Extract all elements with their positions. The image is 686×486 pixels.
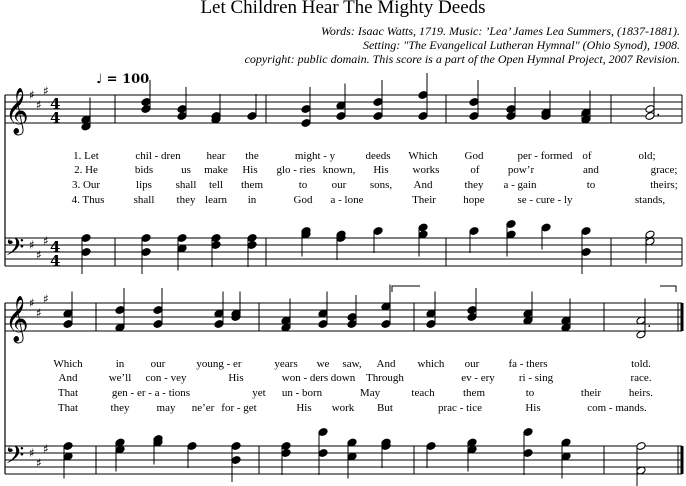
lyric-syllable: 4. Thus	[71, 194, 105, 206]
lyric-syllable: might - y	[294, 150, 336, 162]
lyric-syllable: May	[359, 387, 381, 399]
volta-bracket	[660, 286, 676, 292]
accidental-sharp: ♯	[580, 110, 586, 123]
dot: .	[656, 103, 661, 120]
key-signature-sharp: ♯	[36, 456, 42, 470]
lyric-syllable: won - ders	[281, 372, 329, 384]
lyric-syllable: And	[376, 358, 396, 370]
bass-clef: 𝄢	[5, 441, 25, 476]
lyric-syllable: to	[586, 179, 596, 191]
lyric-syllable: un - born	[281, 387, 323, 399]
lyric-syllable: known,	[322, 164, 356, 176]
lyric-syllable: in	[247, 194, 257, 206]
lyric-syllable: the	[245, 150, 259, 162]
lyric-syllable: His	[242, 164, 258, 176]
lyric-syllable: may	[156, 402, 176, 414]
time-signature: 4	[50, 109, 61, 127]
lyric-syllable: 1. Let	[73, 150, 99, 162]
lyric-syllable: them	[241, 179, 263, 191]
lyric-syllable: told.	[631, 358, 651, 370]
time-signature: 4	[50, 95, 61, 113]
key-signature-sharp: ♯	[43, 234, 49, 248]
lyric-syllable: bids	[134, 164, 154, 176]
lyric-syllable: we	[316, 358, 330, 370]
lyric-syllable: heirs.	[628, 387, 654, 399]
lyric-syllable: sons,	[369, 179, 393, 191]
lyric-syllable: prac - tice	[438, 402, 482, 414]
volta-bracket	[392, 286, 420, 292]
lyric-syllable: His	[373, 164, 389, 176]
treble-clef: 𝄞	[5, 296, 29, 342]
key-signature-sharp: ♯	[36, 306, 42, 320]
lyric-syllable: of	[470, 164, 480, 176]
lyric-syllable: grace;	[650, 164, 678, 176]
lyric-syllable: teach	[411, 387, 435, 399]
lyric-syllable: learn	[205, 194, 227, 206]
lyric-syllable: yet	[252, 387, 266, 399]
lyric-syllable: Which	[408, 150, 438, 162]
lyric-syllable: hope	[463, 194, 485, 206]
credit-copyright: copyright: public domain. This score is a part of the Open Hymnal Project, 2007 Revision.	[244, 52, 680, 66]
lyric-syllable: us	[181, 164, 191, 176]
key-signature-sharp: ♯	[36, 248, 42, 262]
lyric-syllable: a - lone	[330, 194, 364, 206]
lyric-syllable: shall	[175, 179, 197, 191]
lyric-syllable: chil - dren	[135, 150, 181, 162]
lyric-syllable: gen - er - a - tions	[111, 387, 191, 399]
lyric-syllable: ri - sing	[518, 372, 554, 384]
credit-words-music: Words: Isaac Watts, 1719. Music: ’Lea’ James Lea Summers, (1837-1881).	[321, 24, 680, 38]
tempo-marking: ♩ = 100	[96, 72, 150, 87]
key-signature-sharp: ♯	[29, 296, 35, 310]
lyric-syllable: which	[417, 358, 445, 370]
lyric-syllable: saw,	[342, 358, 362, 370]
lyric-syllable: years	[274, 358, 298, 370]
lyric-syllable: But	[377, 402, 393, 414]
lyric-syllable: se - cure - ly	[517, 194, 573, 206]
lyric-syllable: theirs;	[650, 179, 678, 191]
lyric-syllable: young - er	[196, 358, 242, 370]
lyric-syllable: com - mands.	[587, 402, 647, 414]
lyric-syllable: His	[228, 372, 244, 384]
lyric-syllable: old;	[638, 150, 656, 162]
lyric-syllable: for - get	[221, 402, 257, 414]
lyric-syllable: His	[296, 402, 312, 414]
lyric-syllable: a - gain	[503, 179, 537, 191]
lyric-syllable: ev - ery	[461, 372, 495, 384]
lyric-syllable: per - formed	[517, 150, 573, 162]
lyric-syllable: our	[331, 179, 347, 191]
lyric-syllable: lips	[136, 179, 152, 191]
lyric-syllable: Their	[412, 194, 436, 206]
lyric-syllable: down	[330, 372, 356, 384]
dot: .	[647, 315, 652, 331]
lyric-syllable: work	[331, 402, 355, 414]
lyric-syllable: hear	[206, 150, 226, 162]
lyric-syllable: they	[110, 402, 130, 414]
lyric-syllable: them	[463, 387, 485, 399]
time-signature: 4	[50, 252, 61, 270]
lyric-syllable: pow’r	[507, 164, 535, 176]
hymn-title: Let Children Hear The Mighty Deeds	[200, 0, 486, 18]
key-signature-sharp: ♯	[36, 98, 42, 112]
lyric-syllable: His	[525, 402, 541, 414]
credit-setting: Setting: "The Evangelical Lutheran Hymnal" (Ohio Synod), 1908.	[362, 38, 680, 52]
lyric-syllable: they	[464, 179, 484, 191]
key-signature-sharp: ♯	[29, 446, 35, 460]
lyric-syllable: make	[204, 164, 228, 176]
lyric-syllable: 2. He	[74, 164, 98, 176]
lyric-syllable: con - vey	[145, 372, 187, 384]
lyric-syllable: of	[582, 150, 592, 162]
lyric-syllable: we’ll	[108, 372, 132, 384]
lyric-syllable: stands,	[634, 194, 666, 206]
key-signature-sharp: ♯	[43, 84, 49, 98]
treble-clef: 𝄞	[5, 88, 29, 134]
bass-clef: 𝄢	[5, 233, 25, 268]
lyric-syllable: to	[525, 387, 535, 399]
lyric-syllable: to	[298, 179, 308, 191]
lyric-syllable: 3. Our	[71, 179, 101, 191]
lyric-syllable: deeds	[365, 150, 391, 162]
lyric-syllable: fa - thers	[508, 358, 548, 370]
lyric-syllable: tell	[208, 179, 224, 191]
lyric-syllable: they	[176, 194, 196, 206]
lyric-syllable: Through	[366, 372, 404, 384]
lyric-syllable: in	[115, 358, 125, 370]
key-signature-sharp: ♯	[29, 238, 35, 252]
lyric-syllable: ne’er	[191, 402, 215, 414]
lyric-syllable: And	[413, 179, 433, 191]
lyric-syllable: That	[57, 387, 79, 399]
lyric-syllable: works	[412, 164, 440, 176]
lyric-syllable: our	[464, 358, 480, 370]
lyric-syllable: God	[293, 194, 313, 206]
lyric-syllable: shall	[133, 194, 155, 206]
lyric-syllable: race.	[630, 372, 652, 384]
lyric-syllable: their	[580, 387, 602, 399]
lyric-syllable: That	[57, 402, 79, 414]
time-signature: 4	[50, 238, 61, 256]
lyric-syllable: God	[464, 150, 484, 162]
lyric-syllable: our	[150, 358, 166, 370]
key-signature-sharp: ♯	[29, 88, 35, 102]
key-signature-sharp: ♯	[43, 292, 49, 306]
lyric-syllable: and	[583, 164, 599, 176]
lyric-syllable: Which	[53, 358, 83, 370]
lyric-syllable: And	[58, 372, 78, 384]
key-signature-sharp: ♯	[43, 442, 49, 456]
lyric-syllable: glo - ries	[276, 164, 316, 176]
